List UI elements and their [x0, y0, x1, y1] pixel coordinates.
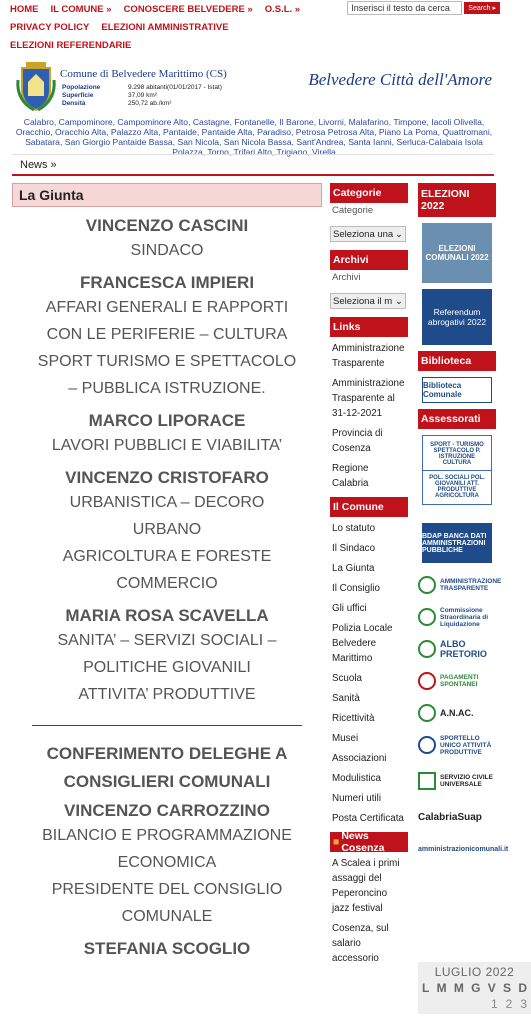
archivi-heading: Archivi [330, 250, 408, 270]
calendar-first-week [422, 997, 527, 1011]
news-cosenza-label: News Cosenza [341, 830, 385, 854]
nav-privacy-policy[interactable]: PRIVACY POLICY [10, 21, 90, 33]
stat-value: 250,72 ab./km² [128, 100, 172, 107]
top-navigation [10, 0, 500, 56]
archivi-label: Archivi [332, 272, 361, 283]
member-name: MARCO LIPORACE [88, 411, 246, 430]
suap-link[interactable] [418, 729, 496, 761]
comune-link[interactable]: Musei [332, 733, 359, 744]
member-name: FRANCESCA IMPIERI [79, 273, 255, 292]
member-role: ECONOMICA [117, 854, 217, 871]
stat-row [62, 100, 222, 108]
pagopa-icon [418, 672, 436, 690]
archivi-select[interactable] [330, 293, 406, 309]
weekday: V [487, 981, 496, 995]
assessorati-banner[interactable] [422, 435, 492, 505]
logo-label: PAGAMENTI SPONTANEI [440, 674, 479, 688]
weekday: M [436, 981, 447, 995]
search-button-label: Search [468, 4, 491, 12]
logo-label: ALBO PRETORIO [440, 639, 487, 659]
member-role: URBANO [132, 521, 202, 538]
assessorati-top: SPORT - TURISMO SPETTACOLO P. ISTRUZIONE CULTURA [423, 438, 491, 471]
member-role: SANITA’ – SERVIZI SOCIALI – [57, 632, 277, 649]
divider [32, 716, 302, 726]
news-item[interactable]: Cosenza, sul salario accessorio [332, 923, 389, 964]
member-name: STEFANIA SCOGLIO [83, 939, 251, 958]
giunta-member [12, 605, 322, 708]
site-tagline: Belvedere Città dell'Amore [308, 70, 492, 89]
member-role: LAVORI PUBBLICI E VIABILITA’ [51, 437, 283, 454]
comune-link[interactable]: Il Consiglio [332, 583, 380, 594]
member-role: ATTIVITA’ PRODUTTIVE [78, 686, 256, 703]
comune-link[interactable]: La Giunta [332, 563, 375, 574]
comune-link[interactable]: Ricettività [332, 713, 375, 724]
frazioni-list: Calabro, Campominore, Campominore Alto, Castagne, Fontanelle, Il Barone, Livorni, Malafarino, Timpone, Iacoli Olivella, Oracchio, Oracchio Alta, Palazzo Alta, Pantaide, Pantaide Alta, Paradiso, Petrosa Petrosa Alta, Piano La Poma, Quattromani, Sabatara, San Giorgio Pantaide Bassa, San Nicola, San Nicola Bassa, Sant'Andrea, Santa Ianni, Serluca-Calabaia Isola Polazza, Torno, Trifari Alto, Trigiano, Virella [15, 117, 493, 157]
calendar-day[interactable]: 2 [505, 997, 513, 1011]
comune-link[interactable]: Posta Certificata [332, 813, 404, 824]
sidebar-secondary [418, 183, 509, 865]
suap-icon [418, 736, 436, 754]
chevron-down-icon: ⌄ [395, 295, 403, 307]
nav-il-comune[interactable]: IL COMUNE » [50, 3, 112, 15]
albo-pretorio-link[interactable] [418, 633, 496, 665]
weekday: M [453, 981, 464, 995]
emblem-icon [418, 640, 436, 658]
select-value: Seleziona il m [333, 295, 393, 307]
stat-row [62, 92, 222, 100]
sidebar-primary [330, 183, 408, 971]
comune-link[interactable]: Scuola [332, 673, 362, 684]
links-list [330, 341, 408, 491]
municipal-crest-icon [14, 60, 58, 112]
member-role: CON LE PERIFERIE – CULTURA [46, 326, 288, 343]
comune-link[interactable]: Polizia Locale Belvedere Marittimo [332, 623, 393, 664]
member-role: URBANISTICA – DECORO [69, 494, 265, 511]
logo-label: SERVIZIO CIVILE UNIVERSALE [440, 774, 493, 788]
comune-link[interactable]: Modulistica [332, 773, 382, 784]
giunta-member [12, 410, 322, 459]
member-role: SINDACO [130, 242, 204, 259]
arrow-right-icon: ▸ [492, 5, 496, 12]
weekday: G [471, 981, 481, 995]
news-link[interactable]: News » [20, 158, 57, 171]
news-bar [12, 154, 494, 176]
weekday: L [422, 981, 430, 995]
links-heading: Links [330, 317, 408, 337]
il-comune-heading: Il Comune [330, 497, 408, 517]
search-input[interactable]: Inserisci il testo da cerca [347, 1, 462, 15]
site-header [12, 56, 498, 118]
comune-link[interactable]: Associazioni [332, 753, 387, 764]
elezioni-banner[interactable]: ELEZIONI COMUNALI 2022 [422, 223, 492, 283]
nav-elezioni-referendarie[interactable]: ELEZIONI REFERENDARIE [10, 39, 132, 51]
search-button[interactable] [464, 2, 500, 14]
giunta-member [12, 272, 322, 402]
calendar-title: LUGLIO 2022 [434, 965, 515, 979]
link-item[interactable]: Amministrazione Trasparente [332, 343, 405, 369]
anac-link[interactable] [418, 697, 496, 729]
stat-value: 37,09 km² [128, 92, 157, 99]
nav-row-2 [10, 18, 500, 36]
categorie-heading: Categorie [330, 183, 408, 203]
search-form [347, 1, 500, 15]
delegate-member [12, 800, 322, 930]
star-icon [418, 772, 436, 790]
stat-label: Densità [62, 100, 86, 107]
member-role: COMUNALE [121, 908, 213, 925]
news-cosenza-heading [330, 832, 408, 852]
member-role: AFFARI GENERALI E RAPPORTI [45, 299, 289, 316]
link-item[interactable]: Amministrazione Trasparente al 31-12-2021 [332, 378, 405, 419]
stat-label: Popolazione [62, 84, 101, 91]
calendar-day[interactable]: 3 [520, 997, 527, 1011]
comune-link[interactable]: Gli uffici [332, 603, 367, 614]
member-role: AGRICOLTURA E FORESTE [62, 548, 272, 565]
logo-label: A.N.AC. [440, 708, 474, 718]
comune-link[interactable]: Numeri utili [332, 793, 381, 804]
giunta-member [12, 467, 322, 597]
comune-links-list [330, 521, 408, 826]
member-role: COMMERCIO [116, 575, 218, 592]
giunta-member [12, 215, 322, 264]
comune-link[interactable]: Lo statuto [332, 523, 376, 534]
member-name: VINCENZO CARROZZINO [64, 801, 270, 820]
amministrazioni-comunali-link[interactable] [418, 833, 509, 865]
assessorati-heading: Assessorati [418, 409, 496, 429]
delegate-member [12, 938, 322, 960]
rss-icon: ■ [333, 836, 340, 848]
servizio-civile-link[interactable] [418, 761, 496, 801]
member-name: VINCENZO CRISTOFARO [65, 468, 269, 487]
member-name: VINCENZO CASCINI [85, 216, 249, 235]
assessorati-bottom: POL. SOCIALI POL. GIOVANILI ATT. PRODUTTIVE AGRICOLTURA [429, 474, 485, 499]
commissione-liquidazione-link[interactable] [418, 601, 496, 633]
chevron-down-icon: ⌄ [395, 228, 403, 240]
giunta-list [12, 215, 322, 960]
calabria-suap-link[interactable] [418, 801, 496, 833]
member-role: – PUBBLICA ISTRUZIONE. [68, 380, 266, 397]
bdap-banner[interactable]: BDAP BANCA DATI AMMINISTRAZIONI PUBBLICHE [422, 523, 492, 563]
member-role: SPORT TURISMO E SPETTACOLO [37, 353, 297, 370]
comune-link[interactable]: Il Sindaco [332, 543, 376, 554]
page-title: La Giunta [12, 183, 322, 207]
stat-label: Superficie [62, 92, 94, 99]
nav-elezioni-amministrative[interactable]: ELEZIONI AMMINISTRATIVE [101, 21, 229, 33]
logo-label: amministrazionicomunali.it [418, 845, 509, 853]
biblioteca-banner[interactable]: Biblioteca Comunale [422, 377, 492, 403]
comune-link[interactable]: Sanità [332, 693, 360, 704]
stat-row [62, 84, 222, 92]
municipality-name[interactable]: Comune di Belvedere Marittimo (CS) [60, 68, 227, 80]
emblem-icon [418, 576, 436, 594]
member-role: PRESIDENTE DEL CONSIGLIO [51, 881, 283, 898]
pagopa-link[interactable] [418, 665, 496, 697]
municipality-stats [62, 84, 222, 108]
nav-home[interactable]: HOME [10, 3, 39, 15]
nav-row-3 [10, 36, 500, 54]
categorie-label: Categorie [332, 205, 374, 216]
news-item[interactable]: A Scalea i primi assaggi del Peperoncino jazz festival [332, 858, 400, 914]
section-heading: CONFERIMENTO DELEGHE A CONSIGLIERI COMUNALI [46, 744, 288, 791]
logo-label: CalabriaSuap [418, 811, 482, 823]
member-name: MARIA ROSA SCAVELLA [65, 606, 269, 625]
logo-label: Commissione Straordinaria di Liquidazione [440, 606, 489, 628]
link-item[interactable]: Provincia di Cosenza [332, 428, 383, 454]
logo-label: SPORTELLO UNICO ATTIVITÀ PRODUTTIVE [440, 734, 492, 756]
weekday: D [518, 981, 527, 995]
referendum-banner[interactable]: Referendum abrogativi 2022 [422, 289, 492, 345]
categorie-select[interactable] [330, 226, 406, 242]
calendar-day[interactable]: 1 [490, 997, 498, 1011]
stat-value: 9.298 abitanti(01/01/2017 - Istat) [128, 84, 222, 91]
calendar-weekdays [422, 981, 527, 995]
nav-conoscere-belvedere[interactable]: CONOSCERE BELVEDERE » [123, 3, 253, 15]
link-item[interactable]: Regione Calabria [332, 463, 369, 489]
select-value: Seleziona una [333, 228, 394, 240]
elezioni-heading: ELEZIONI 2022 [418, 183, 496, 217]
amministrazione-trasparente-link[interactable] [418, 569, 502, 601]
member-role: BILANCIO E PROGRAMMAZIONE [42, 827, 292, 844]
member-role: POLITICHE GIOVANILI [83, 659, 251, 676]
weekday: S [503, 981, 512, 995]
main-content [12, 183, 322, 968]
emblem-icon [418, 608, 436, 626]
biblioteca-heading: Biblioteca [418, 351, 496, 371]
emblem-icon [418, 704, 436, 722]
logo-label: AMMINISTRAZIONE TRASPARENTE [440, 578, 502, 592]
calendar-widget [418, 962, 531, 1014]
nav-osl[interactable]: O.S.L. » [264, 3, 301, 15]
